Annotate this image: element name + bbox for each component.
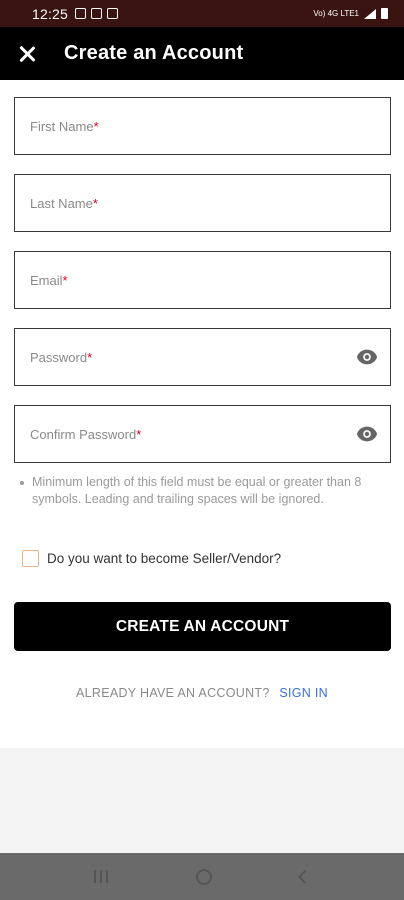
- password-placeholder: Password*: [30, 349, 93, 365]
- page-title: Create an Account: [64, 42, 244, 64]
- footer-area: [0, 748, 404, 853]
- confirm-password-field[interactable]: [14, 405, 391, 463]
- eye-icon[interactable]: [356, 425, 378, 443]
- email-field[interactable]: [14, 251, 391, 309]
- create-account-form: [14, 97, 391, 482]
- download-icon: [75, 8, 86, 19]
- last-name-field[interactable]: [14, 174, 391, 232]
- create-account-button[interactable]: CREATE AN ACCOUNT: [14, 602, 391, 651]
- seller-checkbox[interactable]: [22, 550, 39, 567]
- close-icon[interactable]: [17, 44, 37, 64]
- home-icon[interactable]: [196, 869, 212, 885]
- signin-question: ALREADY HAVE AN ACCOUNT?: [75, 686, 270, 700]
- signin-prompt: [0, 686, 404, 700]
- sign-in-link[interactable]: SIGN IN: [279, 686, 329, 700]
- required-mark: *: [87, 349, 93, 365]
- required-mark: *: [93, 118, 99, 134]
- required-mark: *: [62, 272, 68, 288]
- image-icon: [91, 8, 102, 19]
- confirm-password-placeholder: Confirm Password*: [30, 426, 142, 442]
- seller-checkbox-label[interactable]: Do you want to become Seller/Vendor?: [47, 551, 282, 566]
- recents-icon[interactable]: [94, 870, 108, 883]
- password-field[interactable]: [14, 328, 391, 386]
- message-icon: [107, 8, 118, 19]
- system-nav-bar: [0, 853, 404, 900]
- first-name-field[interactable]: [14, 97, 391, 155]
- status-time: 12:25: [32, 5, 69, 22]
- password-hint: [20, 474, 390, 508]
- required-mark: *: [136, 426, 142, 442]
- notification-icons: [75, 8, 118, 19]
- last-name-placeholder: Last Name*: [30, 195, 98, 211]
- first-name-placeholder: First Name*: [30, 118, 99, 134]
- bullet-icon: [20, 481, 24, 485]
- system-icons: [313, 8, 388, 19]
- battery-icon: [381, 8, 388, 19]
- network-icon: Vo) 4G LTE1: [313, 9, 359, 18]
- app-bar: [0, 27, 404, 80]
- required-mark: *: [92, 195, 98, 211]
- back-icon[interactable]: [298, 869, 312, 883]
- password-hint-text: Minimum length of this field must be equal or greater than 8 symbols. Leading and trailing spaces will be ignored.: [32, 475, 362, 506]
- seller-option: [22, 550, 281, 567]
- status-bar: [0, 0, 404, 27]
- eye-icon[interactable]: [356, 348, 378, 366]
- email-placeholder: Email*: [30, 272, 68, 288]
- signal-icon: [364, 9, 376, 19]
